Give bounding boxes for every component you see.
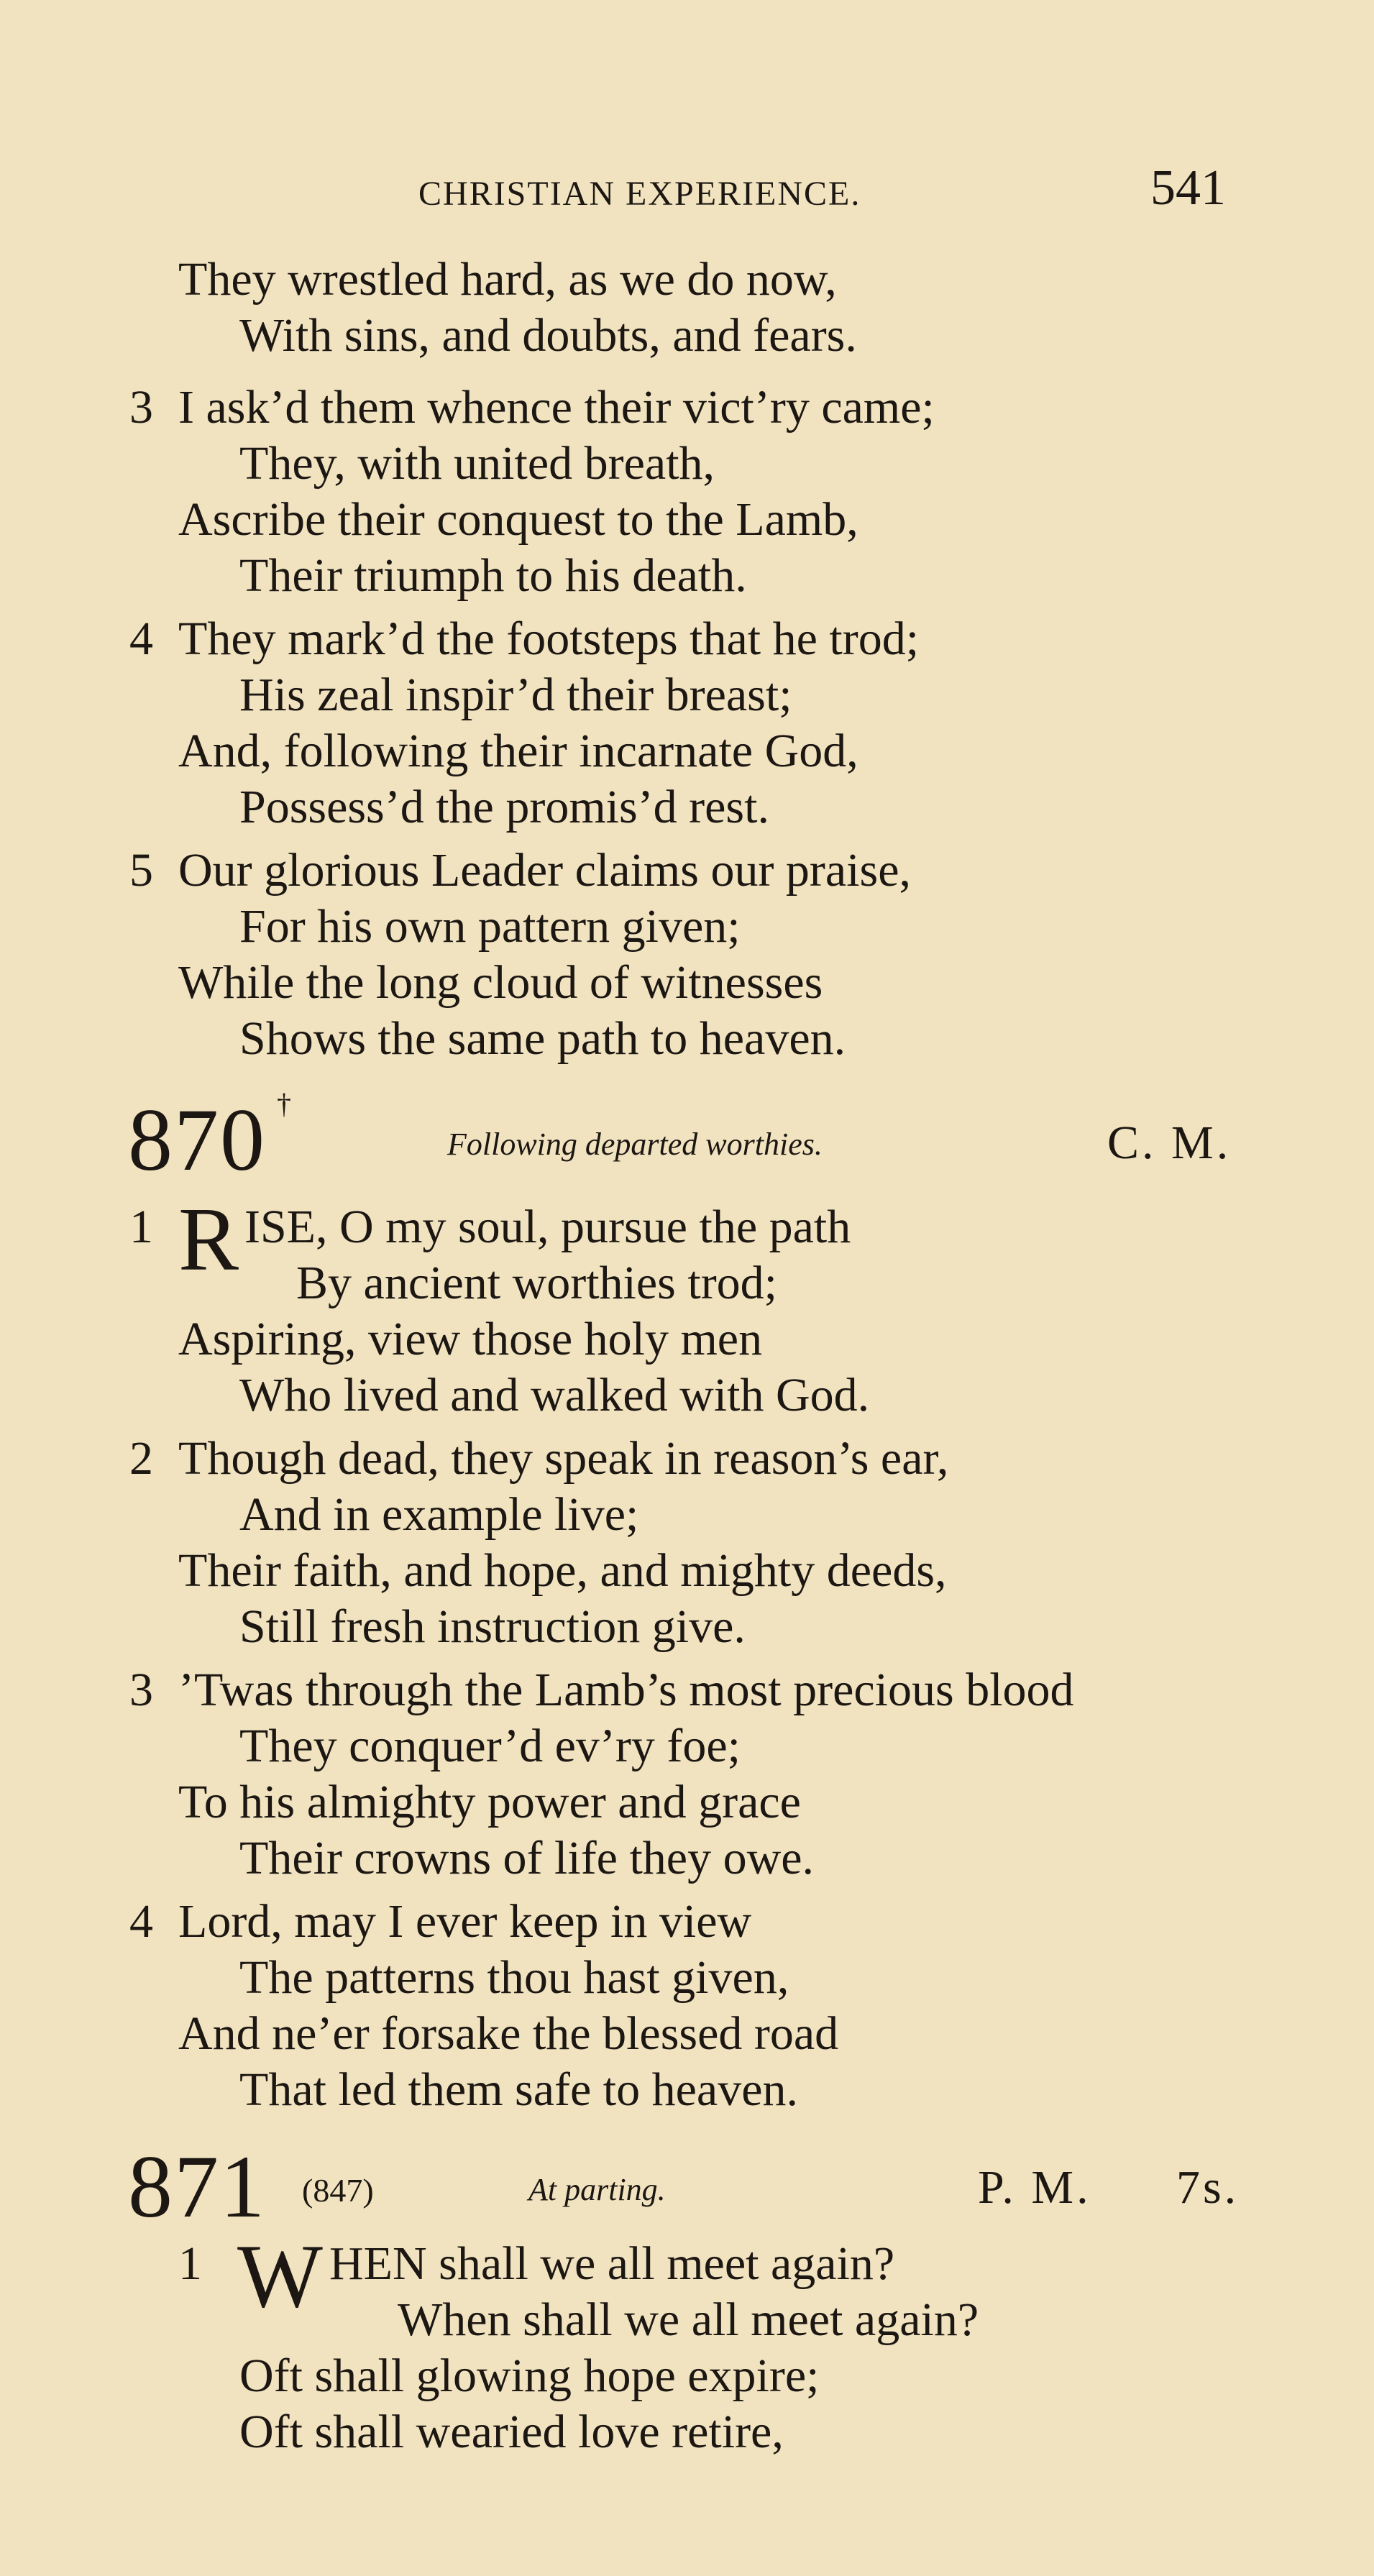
verse-number: 2: [129, 1432, 153, 1485]
verse-line: Oft shall wearied love retire,: [239, 2406, 784, 2458]
hymn-meter: C. M.: [1107, 1117, 1232, 1169]
verse-number: 4: [129, 1895, 153, 1948]
verse-line: They mark’d the footsteps that he trod;: [178, 613, 920, 665]
verse-number: 1: [178, 2237, 202, 2290]
verse-line: Though dead, they speak in reason’s ear,: [178, 1432, 949, 1485]
verse-line: ’Twas through the Lamb’s most precious blood: [178, 1664, 1074, 1716]
hymn-meter-syllables: 7s.: [1176, 2161, 1240, 2214]
verse-line: Shows the same path to heaven.: [239, 1012, 846, 1065]
verse-line: Their crowns of life they owe.: [239, 1832, 815, 1884]
running-title: CHRISTIAN EXPERIENCE.: [418, 175, 861, 213]
verse-line: Still fresh instruction give.: [239, 1600, 746, 1653]
drop-cap: W: [237, 2227, 323, 2327]
verse-line: Ascribe their conquest to the Lamb,: [178, 493, 858, 546]
verse-number: 4: [129, 613, 153, 665]
verse-line: When shall we all meet again?: [398, 2293, 979, 2346]
verse-line: Aspiring, view those holy men: [178, 1313, 763, 1365]
verse-number: 1: [129, 1201, 153, 1253]
verse-line: They, with united breath,: [239, 437, 715, 490]
verse-line: With sins, and doubts, and fears.: [239, 309, 857, 362]
verse-line: I ask’d them whence their vict’ry came;: [178, 381, 935, 434]
verse-line: They wrestled hard, as we do now,: [178, 253, 837, 306]
verse-number: 3: [129, 1664, 153, 1716]
verse-line: ISE, O my soul, pursue the path: [244, 1201, 851, 1253]
verse-line: While the long cloud of witnesses: [178, 956, 823, 1009]
hymn-subtitle: At parting.: [528, 2172, 666, 2207]
verse-line: Lord, may I ever keep in view: [178, 1895, 752, 1948]
drop-cap: R: [178, 1190, 239, 1290]
hymn-number: 870: [128, 1091, 266, 1189]
verse-line: Possess’d the promis’d rest.: [239, 781, 769, 833]
page-number: 541: [1150, 160, 1226, 216]
hymn-number: 871: [128, 2137, 266, 2236]
verse-line: That led them safe to heaven.: [239, 2063, 799, 2116]
verse-line: Oft shall glowing hope expire;: [239, 2350, 820, 2402]
verse-number: 5: [129, 844, 153, 897]
verse-line: His zeal inspir’d their breast;: [239, 669, 792, 721]
verse-line: Our glorious Leader claims our praise,: [178, 844, 912, 897]
verse-line: By ancient worthies trod;: [296, 1257, 778, 1309]
verse-line: They conquer’d ev’ry foe;: [239, 1720, 741, 1772]
dagger-mark: †: [277, 1088, 291, 1120]
verse-line: To his almighty power and grace: [178, 1776, 801, 1828]
verse-line: For his own pattern given;: [239, 900, 741, 953]
verse-line: And, following their incarnate God,: [178, 725, 858, 777]
hymn-meter: P. M.: [978, 2161, 1091, 2214]
verse-number: 3: [129, 381, 153, 434]
verse-line: HEN shall we all meet again?: [329, 2237, 895, 2290]
hymn-subtitle: Following departed worthies.: [447, 1127, 823, 1162]
verse-line: And ne’er forsake the blessed road: [178, 2007, 839, 2060]
verse-line: The patterns thou hast given,: [239, 1951, 789, 2004]
verse-line: Their faith, and hope, and mighty deeds,: [178, 1544, 947, 1597]
hymn-cross-reference: (847): [302, 2172, 374, 2209]
verse-line: Who lived and walked with God.: [239, 1369, 870, 1421]
verse-line: And in example live;: [239, 1488, 639, 1541]
verse-line: Their triumph to his death.: [239, 549, 747, 602]
